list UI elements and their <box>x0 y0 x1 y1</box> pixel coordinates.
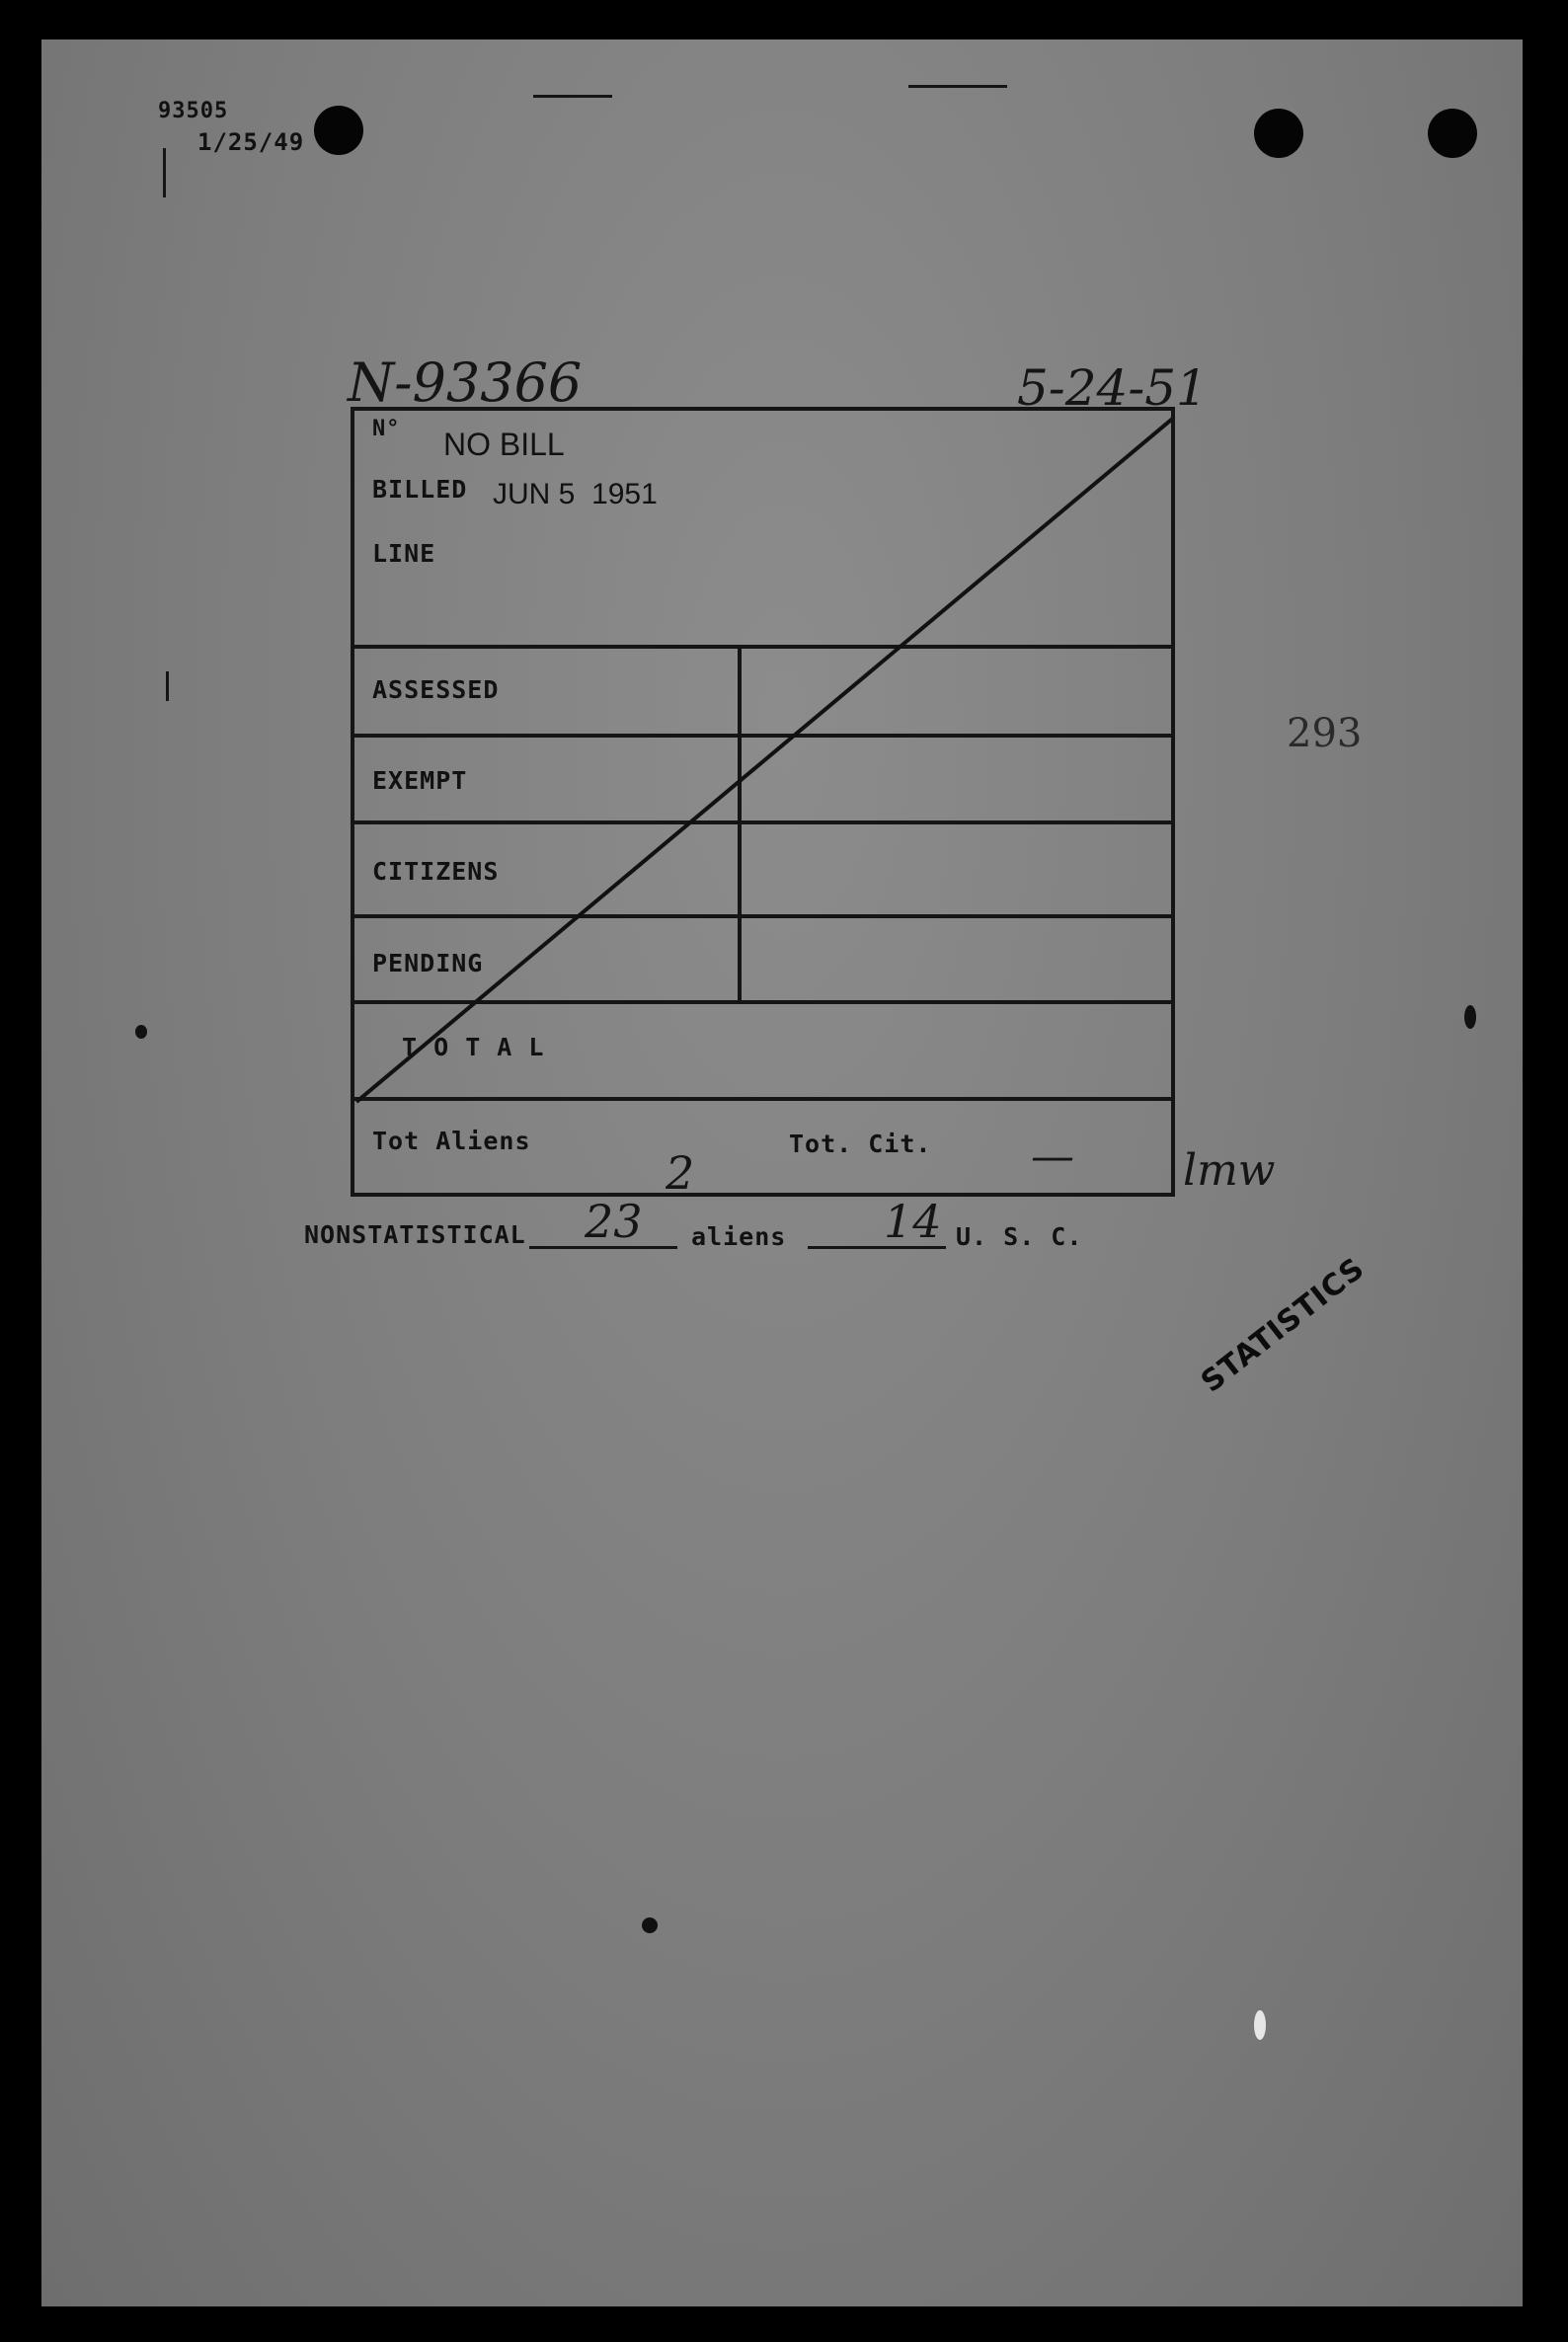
row-label-citizens: CITIZENS <box>372 857 500 886</box>
cancel-strike-line <box>354 411 1171 1193</box>
aliens-label: aliens <box>691 1222 787 1251</box>
tot-aliens-label: Tot Aliens <box>372 1127 531 1155</box>
corner-tick <box>163 148 166 197</box>
top-mark-right <box>908 85 1007 88</box>
punch-hole-center <box>1254 109 1303 158</box>
punch-hole-right <box>1428 109 1477 158</box>
speck-right <box>1464 1005 1476 1029</box>
billed-label: BILLED <box>372 475 468 504</box>
speck-left <box>135 1025 147 1039</box>
speck-bottom <box>642 1917 658 1933</box>
no-bill-stamp: NO BILL <box>443 427 565 462</box>
row-label-assessed: ASSESSED <box>372 675 500 704</box>
diagonal-strike <box>356 411 1171 1102</box>
number-label: N° <box>372 417 401 441</box>
edge-mark <box>166 671 169 701</box>
usc-count: 14 <box>884 1195 942 1248</box>
usc-label: U. S. C. <box>956 1222 1083 1251</box>
handwritten-date: 5-24-51 <box>1017 359 1208 417</box>
tot-cit-value: — <box>1031 1132 1074 1182</box>
file-number: N-93366 <box>348 351 583 414</box>
tally-form <box>351 407 1175 1200</box>
top-mark-left <box>533 95 612 98</box>
page-number: 293 <box>1287 711 1363 756</box>
total-label: T O T A L <box>402 1033 545 1061</box>
row-label-exempt: EXEMPT <box>372 766 468 795</box>
tot-aliens-value: 2 <box>666 1146 695 1200</box>
statistics-stamp: STATISTICS <box>1195 1251 1372 1400</box>
row-label-pending: PENDING <box>372 949 484 977</box>
corner-stamp-line1: 93505 <box>158 99 229 123</box>
punch-hole-left <box>314 106 363 155</box>
line-label: LINE <box>372 539 436 568</box>
initials: lmw <box>1183 1145 1276 1196</box>
billed-date-stamp: JUN 5 1951 <box>493 478 658 510</box>
corner-stamp-line2: 1/25/49 <box>197 128 305 156</box>
tot-cit-label: Tot. Cit. <box>789 1130 932 1158</box>
nonstatistical-label: NONSTATISTICAL <box>304 1220 526 1249</box>
speck-white <box>1254 2010 1266 2040</box>
nonstatistical-count: 23 <box>585 1195 643 1248</box>
